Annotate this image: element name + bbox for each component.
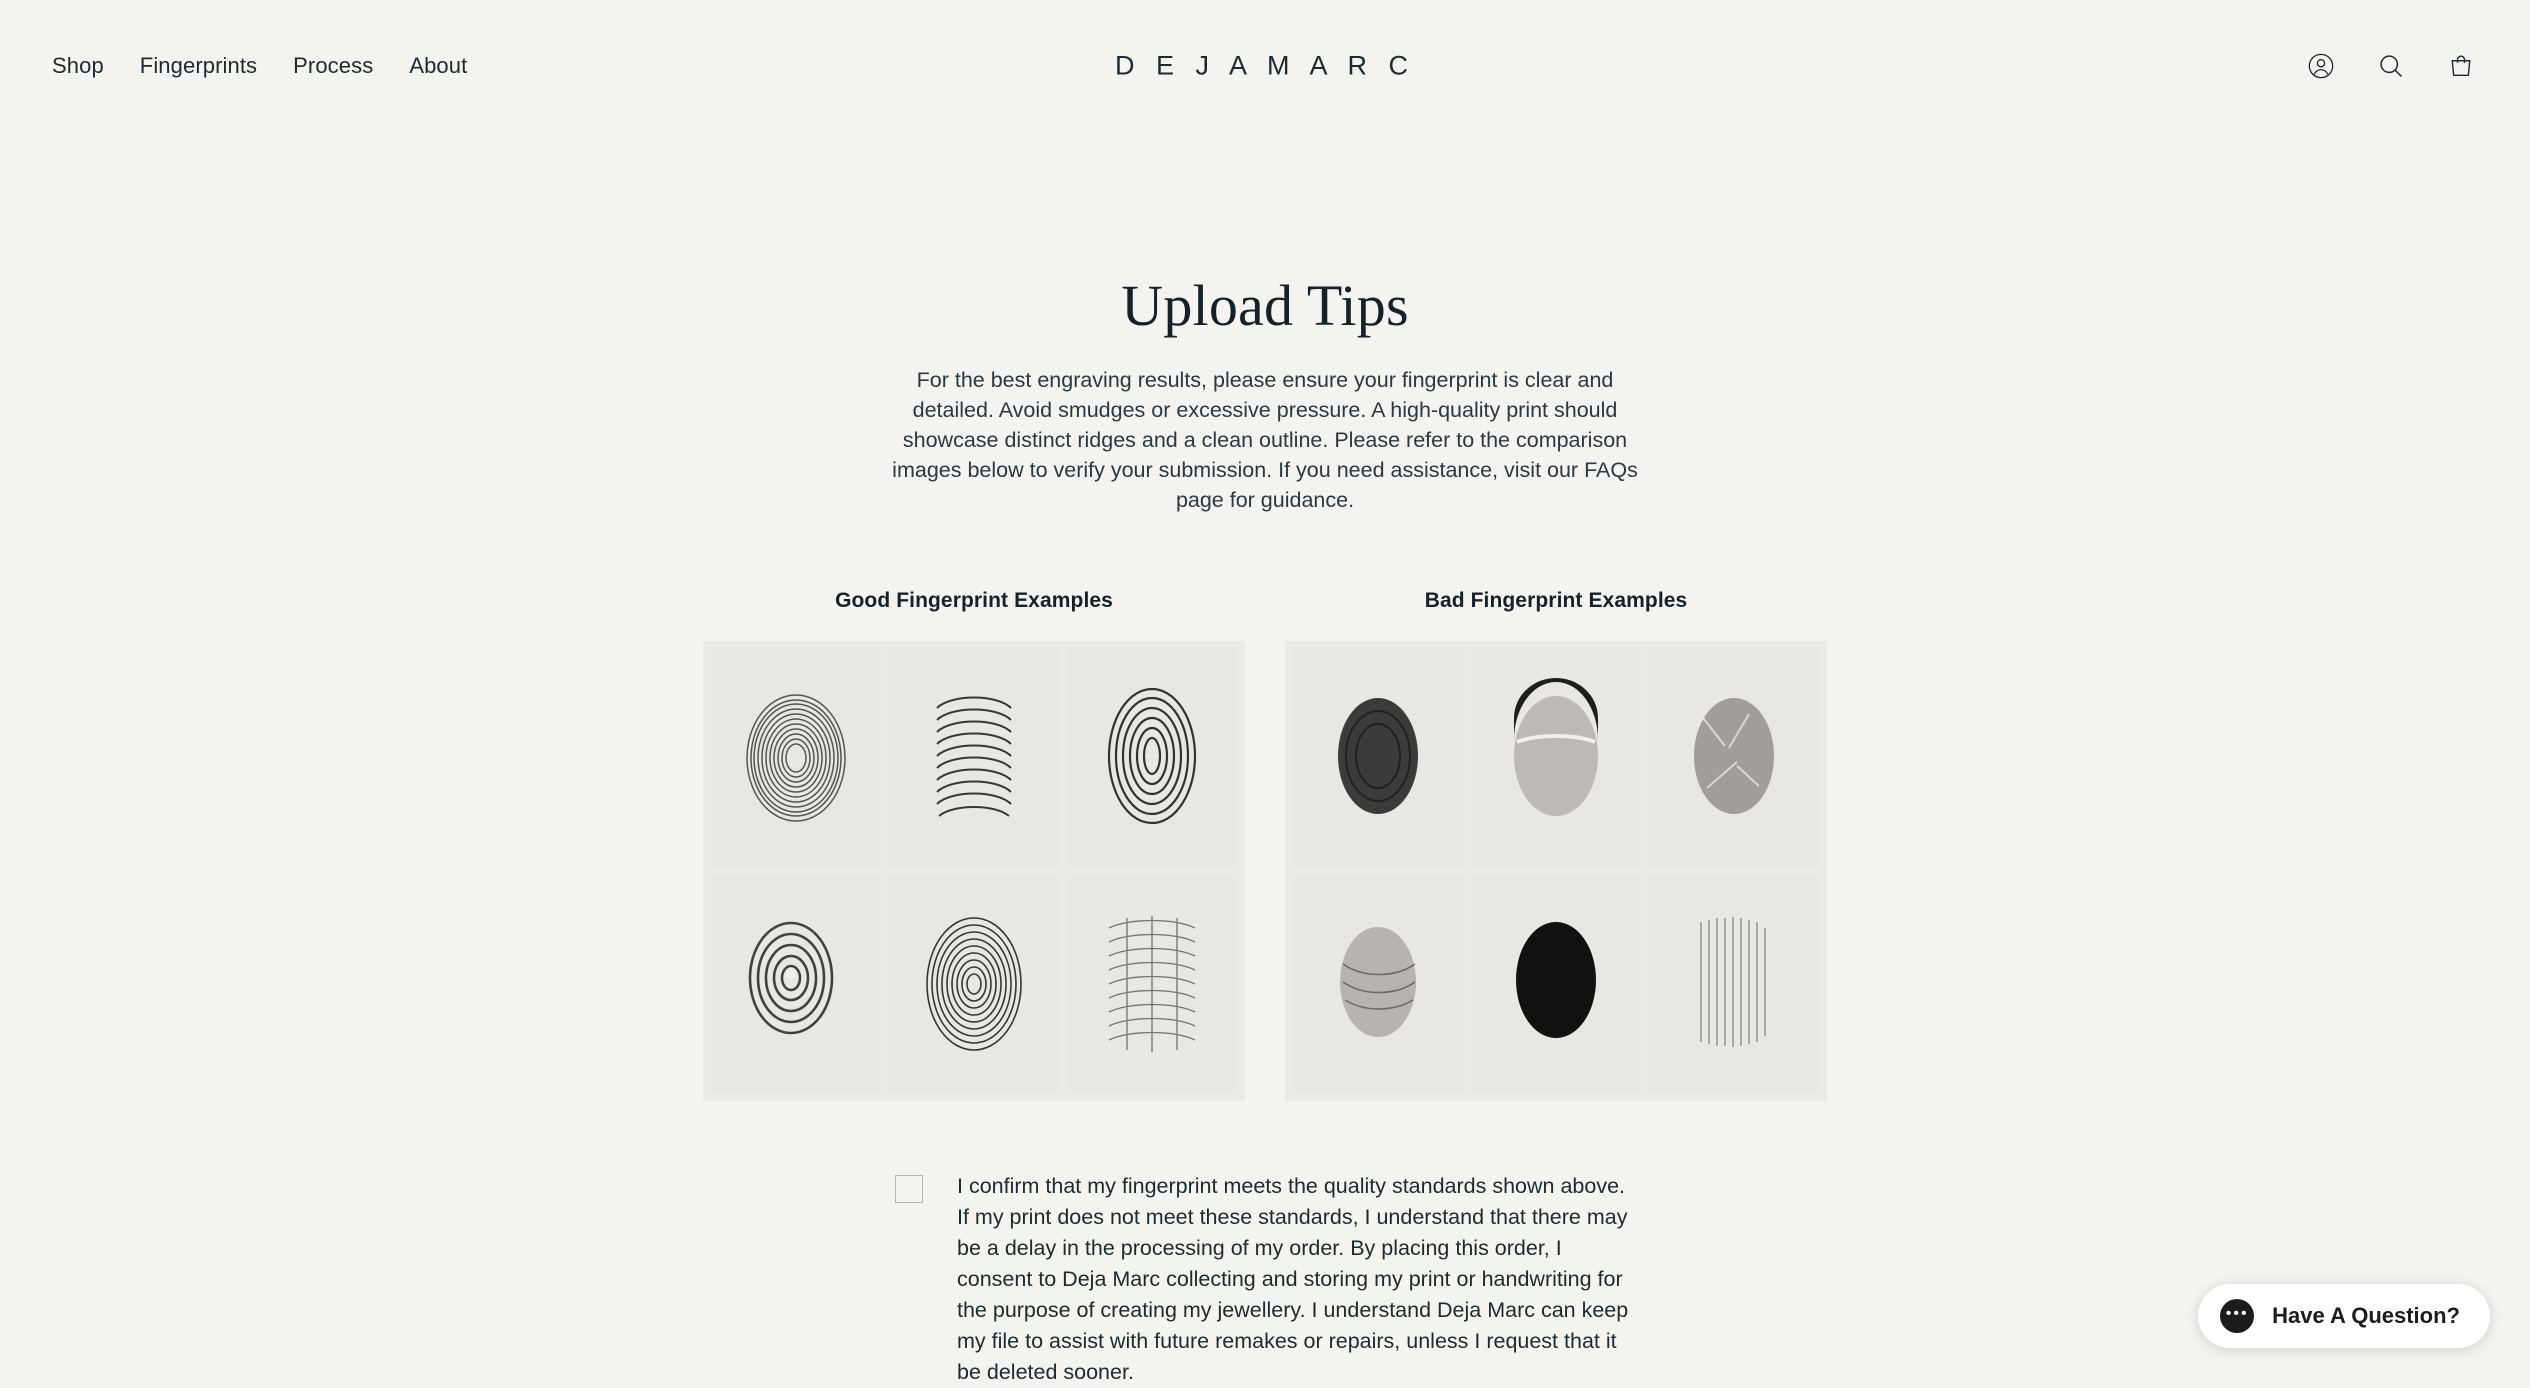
site-header <box>0 0 2530 132</box>
page-title: Upload Tips <box>1121 273 1409 338</box>
chat-widget[interactable] <box>2198 1284 2490 1348</box>
confirm-text: I confirm that my fingerprint meets the quality standards shown above. If my print does not meet these standards, I understand that there may be a delay in the processing of my order. By placing this order, I consent to Deja Marc collecting and storing my print or handwriting for the purpose of creating my jewellery. I understand Deja Marc can keep my file to assist with future remakes or repairs, unless I request that it be deleted sooner. <box>957 1173 1629 1384</box>
bad-examples-column <box>1285 589 1827 1101</box>
fingerprint-graphic <box>1679 904 1789 1064</box>
search-icon[interactable] <box>2374 49 2408 83</box>
nav-link-process[interactable]: Process <box>293 53 374 78</box>
nav-link-shop[interactable]: Shop <box>52 53 104 78</box>
fingerprint-graphic <box>1323 904 1433 1064</box>
header-actions <box>2304 49 2478 83</box>
bad-print-1[interactable] <box>1293 649 1463 867</box>
good-examples-column <box>703 589 1245 1101</box>
fingerprint-graphic <box>1501 678 1611 838</box>
bad-examples-heading: Bad Fingerprint Examples <box>1424 588 1688 612</box>
fingerprint-graphic <box>1097 678 1207 838</box>
confirmation-section <box>895 1171 1635 1388</box>
fingerprint-graphic <box>1679 678 1789 838</box>
nav-link-about[interactable]: About <box>409 53 468 78</box>
good-print-5[interactable] <box>889 875 1059 1093</box>
good-print-3[interactable] <box>1067 649 1237 867</box>
fingerprint-graphic <box>1323 678 1433 838</box>
cart-icon[interactable] <box>2444 49 2478 83</box>
examples-section <box>703 589 1827 1101</box>
good-examples-heading: Good Fingerprint Examples <box>835 588 1113 612</box>
bad-print-3[interactable] <box>1649 649 1819 867</box>
fingerprint-graphic <box>1097 904 1207 1064</box>
bad-examples-grid <box>1285 641 1827 1101</box>
bad-print-6[interactable] <box>1649 875 1819 1093</box>
fingerprint-graphic <box>741 904 851 1064</box>
fingerprint-graphic <box>1501 904 1611 1064</box>
bad-print-2[interactable] <box>1471 649 1641 867</box>
chat-dots: ••• <box>2225 1305 2249 1322</box>
bad-print-5[interactable] <box>1471 875 1641 1093</box>
good-print-4[interactable] <box>711 875 881 1093</box>
confirm-checkbox[interactable] <box>895 1175 923 1203</box>
fingerprint-graphic <box>919 904 1029 1064</box>
bad-print-4[interactable] <box>1293 875 1463 1093</box>
primary-navigation <box>52 53 467 79</box>
intro-paragraph: For the best engraving results, please ensure your fingerprint is clear and detailed. Avoid smudges or excessive pressure. A high-quality print should showcase distinct ridges and a clean outline. Please refer to the comparison images below to verify your submission. If you need assistance, visit our FAQs page for guidance. <box>892 368 1638 512</box>
chat-label: Have A Question? <box>2272 1303 2460 1328</box>
main-content <box>0 132 2530 1388</box>
account-icon[interactable] <box>2304 49 2338 83</box>
good-print-6[interactable] <box>1067 875 1237 1093</box>
fingerprint-graphic <box>919 678 1029 838</box>
nav-link-fingerprints[interactable]: Fingerprints <box>139 53 258 78</box>
good-print-2[interactable] <box>889 649 1059 867</box>
site-logo[interactable]: D E J A M A R C <box>1114 50 1416 81</box>
chat-bubble-icon <box>2220 1299 2254 1333</box>
good-examples-grid <box>703 641 1245 1101</box>
good-print-1[interactable] <box>711 649 881 867</box>
fingerprint-graphic <box>741 678 851 838</box>
